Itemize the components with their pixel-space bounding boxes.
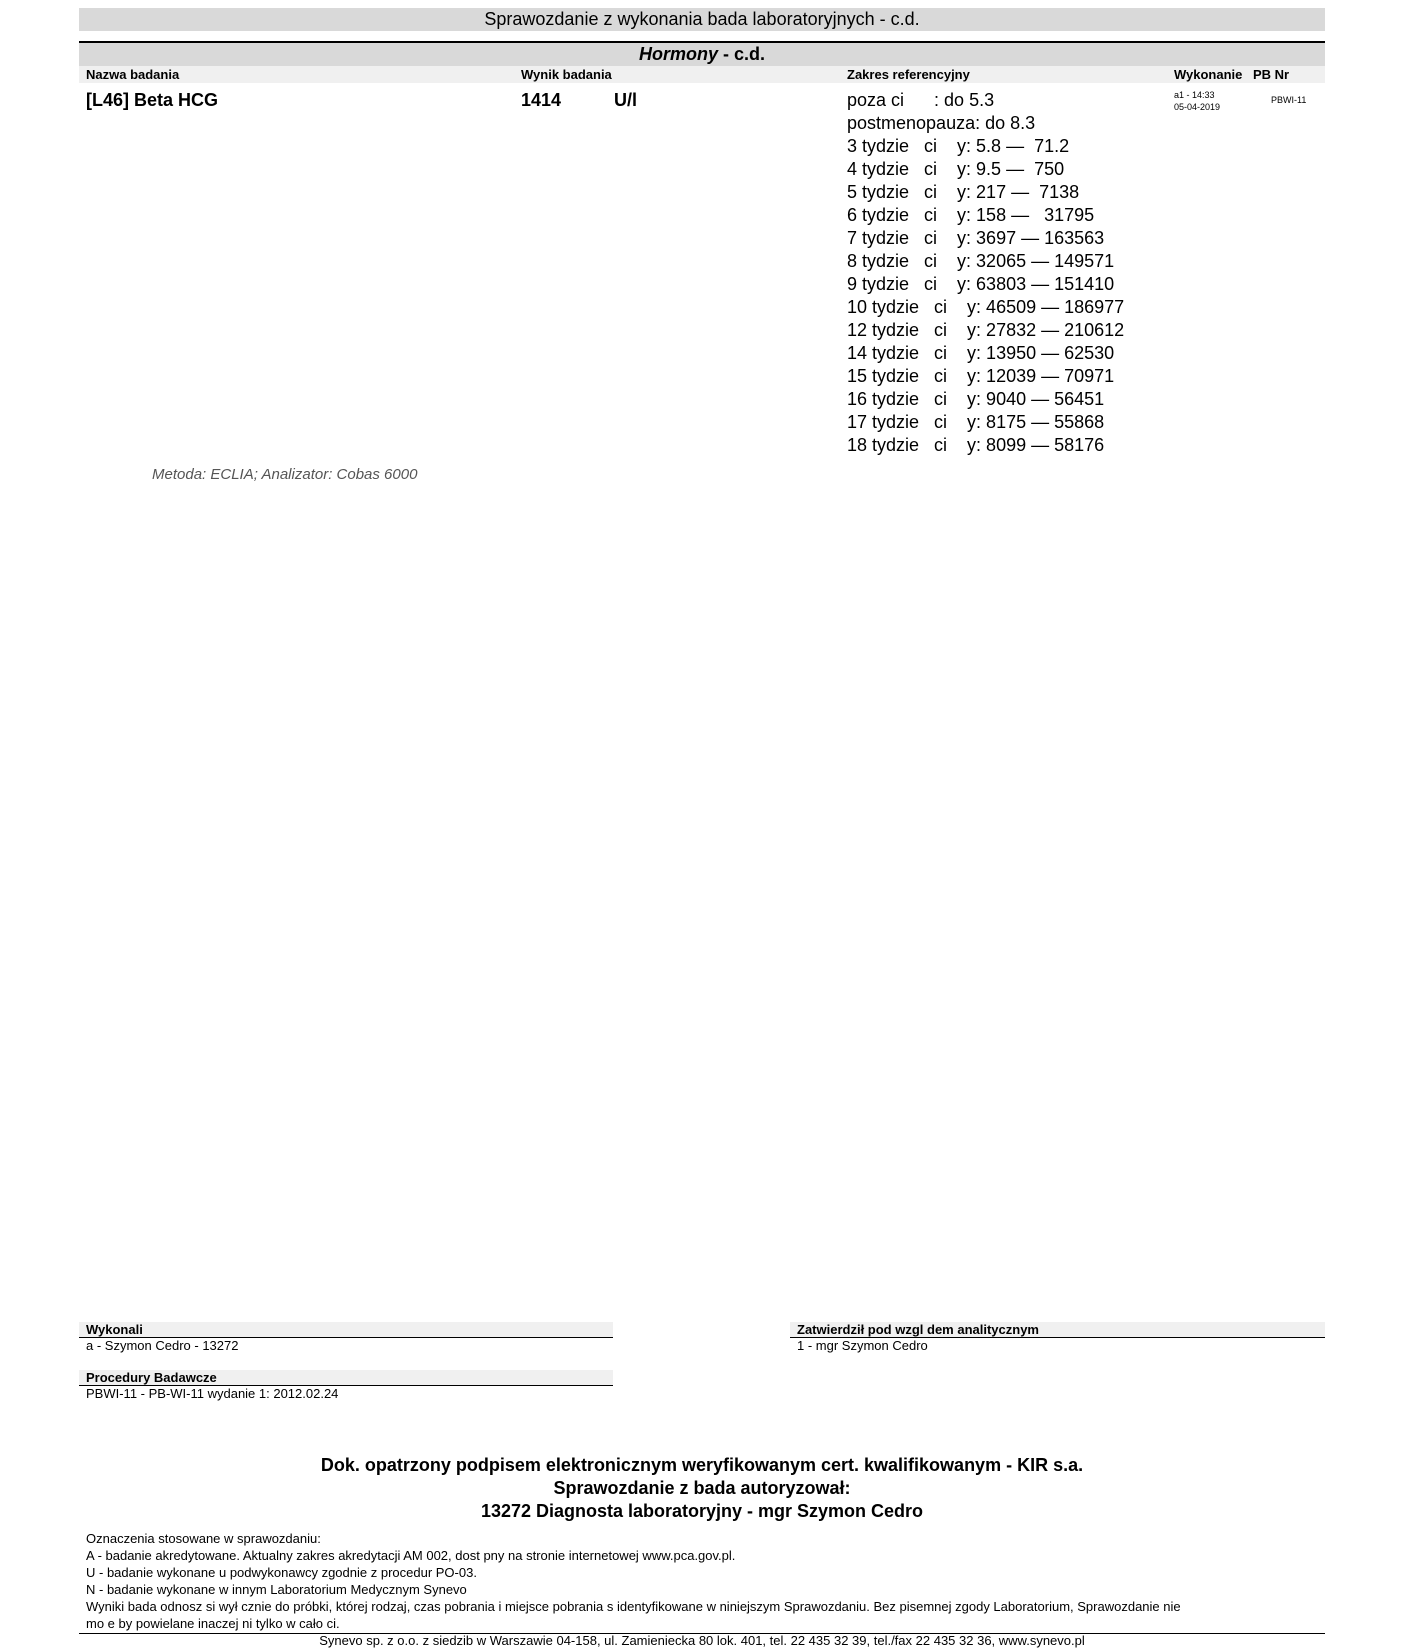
reference-line: poza ci : do 5.3 [847, 90, 995, 110]
approved-by-value: 1 - mgr Szymon Cedro [797, 1338, 928, 1353]
legend-note-2: mo e by powielane inaczej ni tylko w cało ci. [86, 1616, 340, 1631]
legend-subcontractor: U - badanie wykonane u podwykonawcy zgodnie z procedur PO-03. [86, 1565, 477, 1580]
section-name: Hormony [638, 44, 718, 64]
procedure-number: PBWI-11 [1271, 95, 1307, 105]
execution-info [1174, 89, 1220, 113]
results-column-header [79, 66, 1325, 83]
reference-line: postmenopauza: do 8.3 [847, 113, 1036, 133]
signature-line-2: Sprawozdanie z bada autoryzował: [553, 1478, 851, 1498]
execution-code-time: a1 - 14:33 [1174, 90, 1215, 100]
procedures-value: PBWI-11 - PB-WI-11 wydanie 1: 2012.02.24 [86, 1386, 339, 1401]
report-header-title: Sprawozdanie z wykonania bada laboratoryjnych - c.d. [79, 8, 1325, 31]
signature-line-1: Dok. opatrzony podpisem elektronicznym weryfikowanym cert. kwalifikowanym - KIR s.a. [320, 1455, 1084, 1475]
column-name: Nazwa badania [86, 67, 180, 82]
reference-line: 5 tydzie ci y: 217 — 7138 [847, 182, 1080, 202]
reference-line: 16 tydzie ci y: 9040 — 56451 [847, 389, 1105, 409]
reference-line: 17 tydzie ci y: 8175 — 55868 [847, 412, 1105, 432]
reference-line: 10 tydzie ci y: 46509 — 186977 [847, 297, 1125, 317]
test-result-unit: U/l [614, 90, 638, 110]
legend-intro: Oznaczenia stosowane w sprawozdaniu: [86, 1531, 321, 1546]
reference-line: 8 tydzie ci y: 32065 — 149571 [847, 251, 1115, 271]
reference-line: 7 tydzie ci y: 3697 — 163563 [847, 228, 1105, 248]
procedures-title: Procedury Badawcze [79, 1370, 613, 1386]
reference-range-list [847, 89, 1124, 457]
column-result: Wynik badania [521, 67, 612, 82]
reference-line: 6 tydzie ci y: 158 — 31795 [847, 205, 1095, 225]
approved-by-title: Zatwierdził pod wzgl dem analitycznym [790, 1322, 1325, 1338]
section-suffix: - c.d. [718, 44, 766, 64]
approved-by-box [790, 1322, 1325, 1354]
footer-company-info: Synevo sp. z o.o. z siedzib w Warszawie 04-158, ul. Zamieniecka 80 lok. 401, tel. 22 435 32 39, tel./fax 22 435 32 36, www.synevo.pl [319, 1633, 1085, 1648]
legend-block [86, 1530, 1326, 1632]
performed-by-title: Wykonali [79, 1322, 613, 1338]
legend-other-lab: N - badanie wykonane w innym Laboratorium Medycznym Synevo [86, 1582, 467, 1597]
legend-note-1: Wyniki bada odnosz si wył cznie do próbki, której rodzaj, czas pobrania i miejsce pobrania s identyfikowane w niniejszym Sprawozdaniu. Bez pisemnej zgody Laboratorium, Sprawozdanie nie [86, 1599, 1181, 1614]
test-name: [L46] Beta HCG [86, 90, 219, 110]
reference-line: 15 tydzie ci y: 12039 — 70971 [847, 366, 1115, 386]
reference-line: 3 tydzie ci y: 5.8 — 71.2 [847, 136, 1070, 156]
reference-line: 18 tydzie ci y: 8099 — 58176 [847, 435, 1105, 455]
column-execution: Wykonanie [1174, 67, 1243, 82]
signature-block [79, 1454, 1325, 1523]
reference-line: 4 tydzie ci y: 9.5 — 750 [847, 159, 1065, 179]
test-result-value: 1414 [521, 90, 562, 110]
signature-line-3: 13272 Diagnosta laboratoryjny - mgr Szymon Cedro [480, 1501, 924, 1521]
column-pb-nr: PB Nr [1253, 67, 1290, 82]
performed-by-value: a - Szymon Cedro - 13272 [86, 1338, 239, 1353]
procedures-box [79, 1370, 613, 1402]
reference-line: 12 tydzie ci y: 27832 — 210612 [847, 320, 1125, 340]
legend-accredited: A - badanie akredytowane. Aktualny zakres akredytacji AM 002, dost pny na stronie internetowej www.pca.gov.pl. [86, 1548, 736, 1563]
method-note: Metoda: ECLIA; Analizator: Cobas 6000 [152, 466, 418, 483]
execution-date: 05-04-2019 [1174, 102, 1221, 112]
reference-line: 14 tydzie ci y: 13950 — 62530 [847, 343, 1115, 363]
column-reference: Zakres referencyjny [847, 67, 970, 82]
reference-line: 9 tydzie ci y: 63803 — 151410 [847, 274, 1115, 294]
section-title [79, 41, 1325, 66]
performed-by-box [79, 1322, 613, 1354]
